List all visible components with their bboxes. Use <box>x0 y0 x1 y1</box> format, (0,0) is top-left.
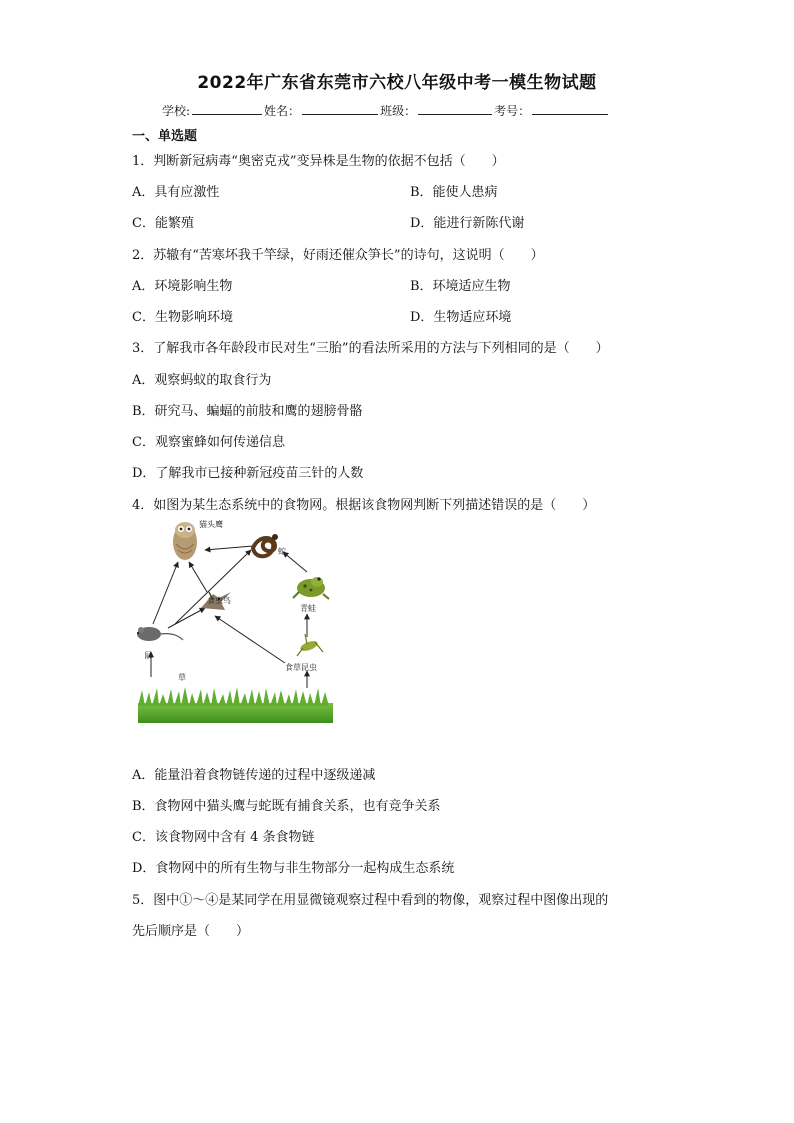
name-label: 姓名： <box>264 104 301 118</box>
school-label: 学校: <box>162 104 191 118</box>
bird-label: 食虫鸟 <box>207 596 231 605</box>
name-blank <box>302 102 378 115</box>
q2-option-c: C．生物影响环境 <box>132 310 233 325</box>
insect-icon <box>297 634 323 656</box>
q5-stem-line2: 先后顺序是（ ） <box>132 924 250 939</box>
q1-option-b: B．能使人患病 <box>410 185 498 200</box>
q1-option-c: C．能繁殖 <box>132 216 194 231</box>
food-web-arrows <box>151 546 307 688</box>
q2-option-a: A．环境影响生物 <box>132 279 233 294</box>
mouse-icon <box>137 627 183 641</box>
mouse-label: 鼠 <box>144 651 152 660</box>
q1-stem: 1．判断新冠病毒“奥密克戎”变异株是生物的依据不包括（ ） <box>132 154 505 169</box>
frog-label: 青蛙 <box>300 604 316 613</box>
class-label: 班级： <box>380 104 417 118</box>
q4-option-a: A．能量沿着食物链传递的过程中逐级递减 <box>132 768 376 783</box>
owl-icon <box>173 522 197 560</box>
q5-stem-line1: 5．图中①～④是某同学在用显微镜观察过程中看到的物像，观察过程中图像出现的 <box>132 893 609 908</box>
q2-stem: 2．苏辙有“苦寒坏我千竿绿，好雨还催众笋长”的诗句，这说明（ ） <box>132 248 544 263</box>
frog-icon <box>293 577 329 599</box>
snake-label: 蛇 <box>278 547 286 556</box>
food-web-figure <box>135 520 340 725</box>
q4-option-b: B．食物网中猫头鹰与蛇既有捕食关系，也有竞争关系 <box>132 799 441 814</box>
q3-option-b: B．研究马、蝙蝠的前肢和鹰的翅膀骨骼 <box>132 404 363 419</box>
q2-option-d: D．生物适应环境 <box>410 310 512 325</box>
student-info-row <box>162 102 610 119</box>
number-blank <box>532 102 608 115</box>
exam-title: 2022年广东省东莞市六校八年级中考一模生物试题 <box>197 73 597 93</box>
q3-option-a: A．观察蚂蚁的取食行为 <box>132 373 272 388</box>
number-field <box>494 102 610 119</box>
owl-label: 猫头鹰 <box>199 520 223 529</box>
q4-option-c: C．该食物网中含有 4 条食物链 <box>132 830 315 845</box>
class-field <box>380 102 494 119</box>
school-field <box>162 102 264 119</box>
q1-option-a: A．具有应激性 <box>132 185 220 200</box>
q2-option-b: B．环境适应生物 <box>410 279 511 294</box>
snake-icon <box>253 534 278 556</box>
q4-option-d: D．食物网中的所有生物与非生物部分一起构成生态系统 <box>132 861 455 876</box>
section-title: 一、单选题 <box>132 129 198 144</box>
q4-stem: 4．如图为某生态系统中的食物网。根据该食物网判断下列描述错误的是（ ） <box>132 498 596 513</box>
q1-option-d: D．能进行新陈代谢 <box>410 216 525 231</box>
name-field <box>264 102 380 119</box>
insect-label: 食草昆虫 <box>285 663 317 672</box>
grass-icon <box>138 687 333 723</box>
q3-option-c: C．观察蜜蜂如何传递信息 <box>132 435 285 450</box>
class-blank <box>418 102 492 115</box>
q3-stem: 3．了解我市各年龄段市民对生“三胎”的看法所采用的方法与下列相同的是（ ） <box>132 341 609 356</box>
number-label: 考号： <box>494 104 531 118</box>
q3-option-d: D．了解我市已接种新冠疫苗三针的人数 <box>132 466 364 481</box>
grass-label: 草 <box>178 673 186 682</box>
school-blank <box>192 102 262 115</box>
